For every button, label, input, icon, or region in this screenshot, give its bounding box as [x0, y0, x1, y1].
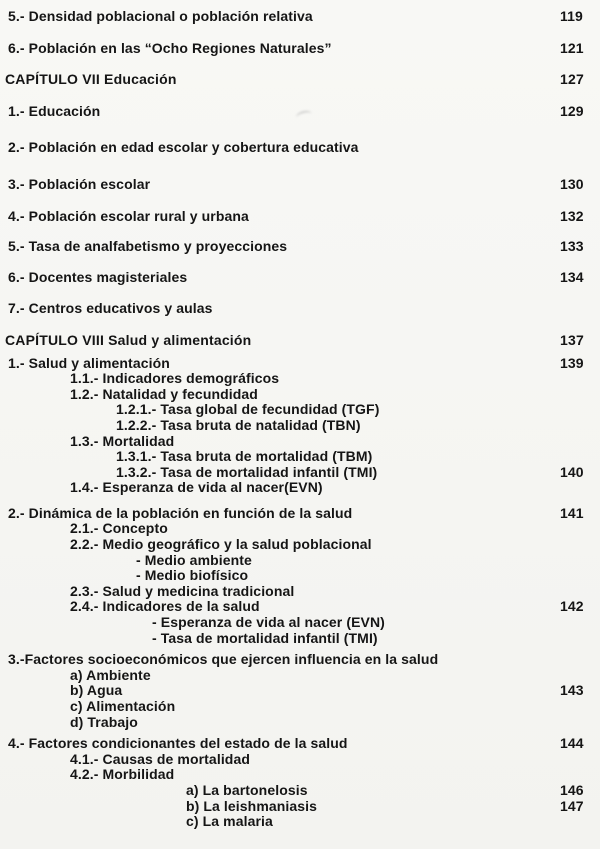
toc-entry-title: 4.- Población escolar rural y urbana [8, 207, 249, 224]
toc-entry-page-number: 141 [560, 504, 584, 521]
toc-entry-title: 1.3.2.- Tasa de mortalidad infantil (TMI) [116, 463, 378, 480]
toc-entry-page-number: 146 [560, 781, 584, 798]
toc-entry-row [0, 140, 600, 156]
toc-entry-page-number: 143 [560, 682, 584, 699]
toc-entry-title: 1.2.- Natalidad y fecundidad [70, 385, 258, 402]
toc-entry-title: c) La malaria [186, 813, 273, 830]
toc-entry-page-number: 127 [560, 71, 584, 88]
toc-entry-row [0, 480, 600, 496]
toc-entry-title: 1.2.1.- Tasa global de fecundidad (TGF) [116, 401, 380, 418]
toc-entry-row [0, 434, 600, 450]
toc-entry-row [0, 418, 600, 434]
toc-entry-title: b) Agua [70, 682, 123, 699]
toc-entry-title: 1.3.- Mortalidad [70, 432, 175, 449]
toc-entry-page-number: 142 [560, 598, 584, 615]
toc-entry-title: - Medio ambiente [136, 551, 252, 568]
toc-entry-title: d) Trabajo [70, 713, 138, 730]
toc-chapter-title: CAPÍTULO VII Educación [5, 71, 177, 88]
toc-entry-row [0, 521, 600, 537]
toc-entry-title: 2.4.- Indicadores de la salud [70, 598, 260, 615]
toc-entry-title: 2.- Población en edad escolar y cobertura educativa [8, 139, 359, 156]
toc-list [0, 9, 600, 830]
toc-entry-title: 3.-Factores socioeconómicos que ejercen influencia en la salud [8, 651, 439, 668]
toc-entry-title: 2.3.- Salud y medicina tradicional [70, 582, 295, 599]
toc-entry-row [0, 9, 600, 25]
toc-entry-title: 4.1.- Causas de mortalidad [70, 750, 250, 767]
toc-entry-row [0, 752, 600, 768]
toc-entry-title: 1.- Educación [8, 102, 101, 119]
toc-chapter-row [0, 72, 600, 88]
toc-entry-title: a) La bartonelosis [186, 781, 308, 798]
toc-entry-row [0, 584, 600, 600]
toc-entry-row [0, 699, 600, 715]
toc-entry-row [0, 177, 600, 193]
toc-chapter-row [0, 333, 600, 349]
toc-entry-page-number: 121 [560, 39, 584, 56]
toc-entry-row [0, 209, 600, 225]
toc-entry-row [0, 239, 600, 255]
toc-entry-title: 2.1.- Concepto [70, 520, 168, 537]
toc-entry-title: 1.1.- Indicadores demográficos [70, 370, 280, 387]
toc-entry-row [0, 465, 600, 481]
toc-entry-row [0, 537, 600, 553]
toc-entry-page-number: 134 [560, 268, 584, 285]
toc-entry-row [0, 553, 600, 569]
toc-entry-title: 1.- Salud y alimentación [8, 354, 170, 371]
toc-entry-title: 1.4.- Esperanza de vida al nacer(EVN) [70, 479, 323, 496]
toc-entry-row [0, 783, 600, 799]
toc-entry-title: - Tasa de mortalidad infantil (TMI) [152, 629, 378, 646]
toc-entry-page-number: 139 [560, 354, 584, 371]
toc-entry-title: 2.- Dinámica de la población en función de la salud [8, 504, 353, 521]
toc-entry-page-number: 133 [560, 238, 584, 255]
toc-entry-page-number: 144 [560, 735, 584, 752]
toc-entry-row [0, 449, 600, 465]
toc-entry-title: 1.3.1.- Tasa bruta de mortalidad (TBM) [116, 448, 373, 465]
toc-entry-page-number: 147 [560, 797, 584, 814]
toc-entry-title: 2.2.- Medio geográfico y la salud poblacional [70, 536, 372, 553]
toc-entry-row [0, 631, 600, 647]
toc-entry-title: 3.- Población escolar [8, 175, 151, 192]
toc-entry-title: 6.- Docentes magisteriales [8, 268, 188, 285]
toc-entry-row [0, 599, 600, 615]
toc-entry-row [0, 41, 600, 57]
toc-entry-title: 7.- Centros educativos y aulas [8, 300, 213, 317]
toc-entry-page-number: 130 [560, 175, 584, 192]
toc-entry-title: 1.2.2.- Tasa bruta de natalidad (TBN) [116, 416, 361, 433]
toc-entry-row [0, 767, 600, 783]
toc-entry-row [0, 615, 600, 631]
toc-entry-row [0, 356, 600, 372]
toc-entry-row [0, 715, 600, 731]
toc-entry-title: 4.2.- Morbilidad [70, 766, 175, 783]
toc-entry-row [0, 387, 600, 403]
toc-entry-title: c) Alimentación [70, 698, 176, 714]
toc-chapter-title: CAPÍTULO VIII Salud y alimentación [5, 331, 252, 348]
toc-entry-row [0, 506, 600, 522]
toc-entry-title: - Esperanza de vida al nacer (EVN) [152, 614, 385, 631]
toc-entry-page-number: 129 [560, 102, 584, 119]
toc-entry-title: b) La leishmaniasis [186, 797, 318, 814]
toc-entry-row [0, 301, 600, 317]
toc-entry-title: 6.- Población en las “Ocho Regiones Naturales” [8, 39, 332, 56]
toc-entry-page-number: 132 [560, 207, 584, 224]
toc-entry-row [0, 668, 600, 684]
toc-entry-page-number: 137 [560, 331, 584, 348]
toc-entry-title: 5.- Tasa de analfabetismo y proyecciones [8, 238, 288, 255]
toc-entry-row [0, 799, 600, 815]
toc-entry-row [0, 652, 600, 668]
toc-entry-row [0, 270, 600, 286]
toc-entry-title: 5.- Densidad poblacional o población relativa [8, 8, 313, 24]
toc-entry-row [0, 371, 600, 387]
toc-entry-page-number: 119 [560, 8, 583, 24]
toc-entry-title: - Medio biofísico [136, 567, 249, 584]
toc-entry-row [0, 736, 600, 752]
toc-entry-row [0, 402, 600, 418]
toc-entry-page-number: 140 [560, 463, 584, 480]
toc-entry-row [0, 814, 600, 830]
toc-entry-title: 4.- Factores condicionantes del estado de la salud [8, 735, 348, 752]
toc-entry-row [0, 568, 600, 584]
toc-entry-title: a) Ambiente [70, 666, 151, 683]
toc-entry-row [0, 683, 600, 699]
